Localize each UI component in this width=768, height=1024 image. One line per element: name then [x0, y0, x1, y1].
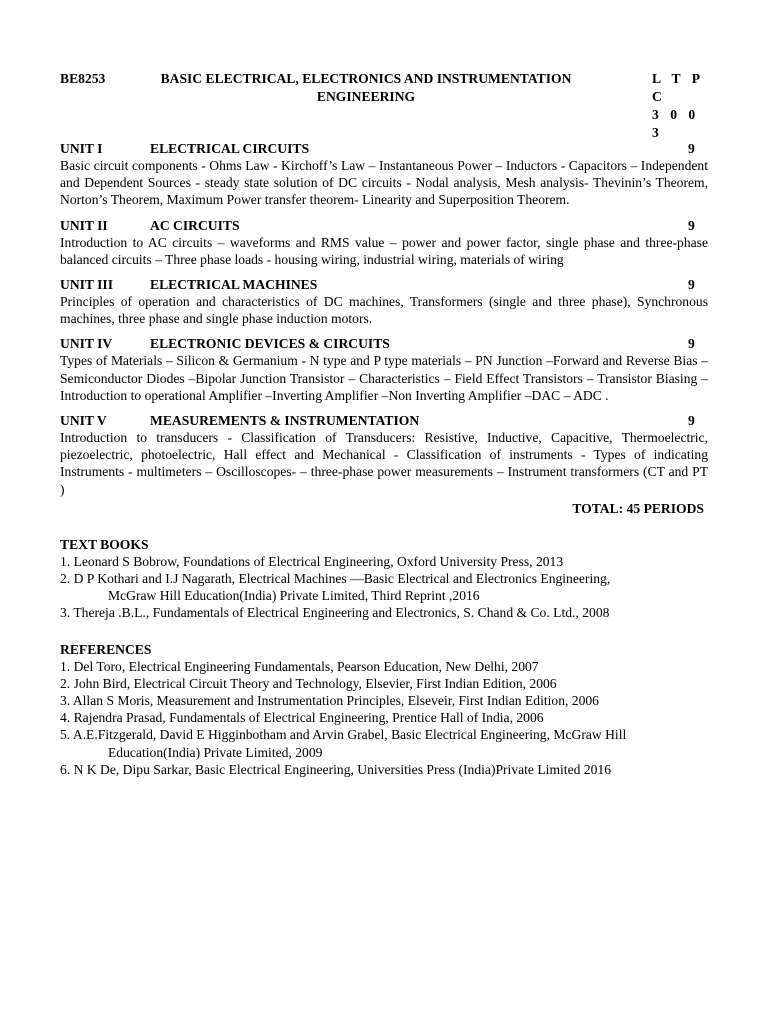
list-item-text: 5. A.E.Fitzgerald, David E Higginbotham and Arvin Grabel, Basic Electrical Engineering, McGraw Hill — [60, 727, 627, 743]
unit-title: ELECTRICAL MACHINES — [150, 277, 318, 293]
unit-block — [60, 335, 708, 404]
units-section — [60, 140, 708, 498]
list-item — [60, 761, 708, 778]
unit-number: UNIT II — [60, 217, 108, 233]
text-books-heading: TEXT BOOKS — [60, 536, 149, 552]
unit-hours: 9 — [688, 277, 695, 293]
list-item — [60, 570, 708, 604]
course-title-line1: BASIC ELECTRICAL, ELECTRONICS AND INSTRUMENTATION — [160, 71, 572, 86]
unit-content: Basic circuit components - Ohms Law - Kirchoff’s Law – Instantaneous Power – Inductors - Capacitors – Independent and Dependent Sources - steady state solution of DC circuits - Nodal analysis, Mesh analysis- Thevinin’s Theorem, Norton’s Theorem, Maximum Power transfer theorem- Linearity and Superposition Theorem. — [60, 158, 708, 208]
list-item-text: 1. Leonard S Bobrow, Foundations of Electrical Engineering, Oxford University Press, 2013 — [60, 553, 564, 569]
unit-title: MEASUREMENTS & INSTRUMENTATION — [150, 413, 420, 429]
unit-block — [60, 412, 708, 498]
list-item-text: 3. Thereja .B.L., Fundamentals of Electrical Engineering and Electronics, S. Chand & Co. Ltd., 2008 — [60, 605, 610, 621]
unit-title: AC CIRCUITS — [150, 217, 240, 233]
unit-block — [60, 217, 708, 268]
list-item-text: 4. Rajendra Prasad, Fundamentals of Electrical Engineering, Prentice Hall of India, 2006 — [60, 710, 544, 726]
syllabus-page — [60, 68, 708, 778]
unit-hours: 9 — [688, 336, 695, 352]
list-item-text: 3. Allan S Moris, Measurement and Instrumentation Principles, Elseveir, First Indian Edition, 2006 — [60, 693, 599, 709]
unit-title: ELECTRONIC DEVICES & CIRCUITS — [150, 336, 390, 352]
list-item-text: 2. John Bird, Electrical Circuit Theory and Technology, Elsevier, First Indian Edition, 2006 — [60, 675, 557, 691]
list-item-continuation: Education(India) Private Limited, 2009 — [108, 744, 323, 760]
text-books-list — [60, 553, 708, 622]
unit-content: Introduction to transducers - Classification of Transducers: Resistive, Inductive, Capacitive, Thermoelectric, piezoelectric, photoelectric, Hall effect and Mechanical - Classification of instruments - Types of indicating Instruments - multimeters – Oscilloscopes- – three-phase power measurements – Instrument transformers (CT and PT ) — [60, 430, 708, 497]
list-item-continuation: McGraw Hill Education(India) Private Limited, Third Reprint ,2016 — [108, 588, 480, 604]
unit-heading — [60, 335, 708, 352]
list-item — [60, 675, 708, 692]
course-code: BE8253 — [60, 71, 106, 86]
list-item — [60, 553, 708, 570]
unit-block — [60, 276, 708, 327]
unit-number: UNIT I — [60, 141, 103, 156]
unit-content: Types of Materials – Silicon & Germanium - N type and P type materials – PN Junction –Forward and Reverse Bias –Semiconductor Diodes –Bipolar Junction Transistor – Characteristics – Field Effect Transistors – Transistor Biasing –Introduction to operational Amplifier –Inverting Amplifier –Non Inverting Amplifier –DAC – ADC . — [60, 353, 708, 403]
ltpc-block — [652, 70, 708, 142]
unit-number: UNIT V — [60, 413, 107, 429]
unit-content: Introduction to AC circuits – waveforms and RMS value – power and power factor, single phase and three-phase balanced circuits – Three phase loads - housing wiring, industrial wiring, materials of wiring — [60, 234, 708, 267]
list-item — [60, 692, 708, 709]
unit-heading — [60, 276, 708, 293]
unit-hours: 9 — [688, 141, 695, 156]
course-header — [60, 68, 708, 140]
list-item — [60, 604, 708, 621]
unit-block — [60, 140, 708, 209]
unit-number: UNIT III — [60, 277, 114, 293]
unit-heading — [60, 412, 708, 429]
list-item-text: 1. Del Toro, Electrical Engineering Fundamentals, Pearson Education, New Delhi, 2007 — [60, 658, 539, 674]
unit-heading — [60, 140, 708, 157]
unit-number: UNIT IV — [60, 336, 113, 352]
course-title-line2: ENGINEERING — [316, 89, 416, 104]
ltpc-values: 3 0 0 3 — [652, 107, 700, 140]
list-item — [60, 658, 708, 675]
references-list — [60, 658, 708, 778]
list-item — [60, 709, 708, 726]
unit-hours: 9 — [688, 217, 695, 233]
list-item-text: 6. N K De, Dipu Sarkar, Basic Electrical Engineering, Universities Press (India)Private Limited 2016 — [60, 761, 611, 777]
unit-hours: 9 — [688, 413, 695, 429]
unit-heading — [60, 217, 708, 234]
course-title — [60, 70, 708, 106]
list-item-text: 2. D P Kothari and I.J Nagarath, Electrical Machines —Basic Electrical and Electronics Engineering, — [60, 571, 611, 587]
unit-content: Principles of operation and characteristics of DC machines, Transformers (single and three phase), Synchronous machines, three phase and single phase induction motors. — [60, 294, 708, 327]
list-item — [60, 726, 708, 760]
total-periods: TOTAL: 45 PERIODS — [572, 500, 704, 516]
ltpc-labels: L T P C — [652, 71, 704, 104]
references-heading: REFERENCES — [60, 641, 152, 657]
unit-title: ELECTRICAL CIRCUITS — [150, 141, 310, 156]
